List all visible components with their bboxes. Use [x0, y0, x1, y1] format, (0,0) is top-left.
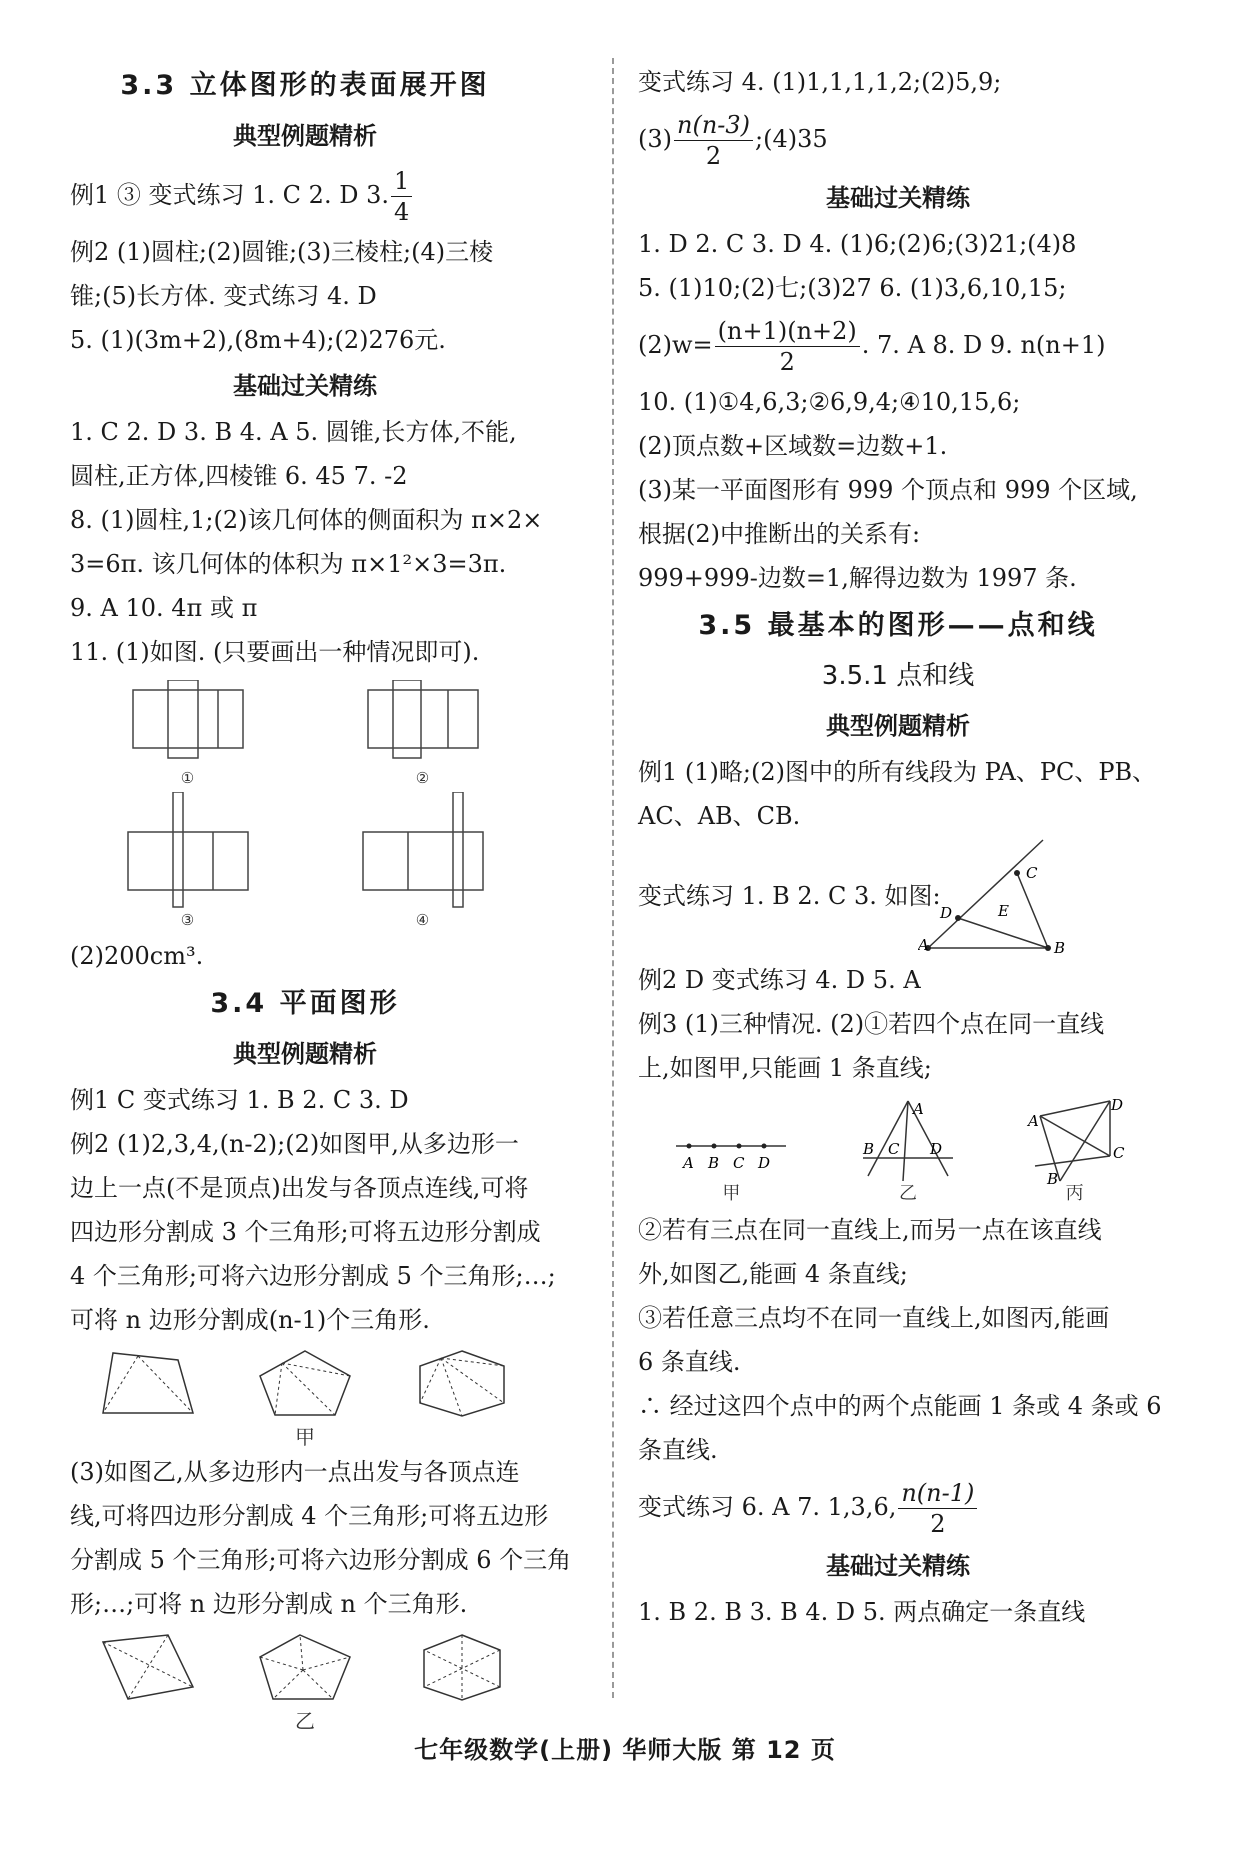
practice-3-row	[638, 838, 1158, 958]
quadrilateral-split-icon	[98, 1348, 198, 1418]
general-position-figure	[1025, 1096, 1125, 1202]
svg-text:C: C	[733, 1154, 745, 1172]
points-lines-figure	[918, 838, 1068, 958]
answer-line: 11. (1)如图. (只要画出一种情况即可).	[70, 638, 480, 666]
cylinder-net-4-icon	[358, 792, 488, 912]
hexagon-split-icon	[412, 1348, 512, 1418]
caption-bing: 丙	[1065, 1183, 1084, 1204]
answer-line: (2)200cm³.	[70, 942, 204, 970]
collinear-points-figure	[671, 1116, 791, 1202]
answer-line: 线,可将四边形分割成 4 个三角形;可将五边形	[70, 1502, 549, 1530]
answer-line: 6 条直线.	[638, 1348, 741, 1376]
three-collinear-figure	[858, 1096, 958, 1202]
svg-text:A: A	[1027, 1112, 1039, 1130]
answer-line: 四边形分割成 3 个三角形;可将五边形分割成	[70, 1218, 541, 1246]
svg-text:D: D	[940, 904, 953, 922]
answer-line: 999+999-边数=1,解得边数为 1997 条.	[638, 564, 1077, 592]
section-title-3-5-1: 3.5.1 点和线	[821, 661, 975, 691]
section-title-3-5: 3.5 最基本的图形——点和线	[698, 610, 1098, 641]
fraction: $\frac{(n+1)(n+2)}{2}$	[715, 316, 860, 377]
answer-line: 9. A 10. 4π 或 π	[70, 594, 258, 622]
answer-line: 变式练习 4. (1)1,1,1,1,2;(2)5,9;	[638, 68, 1002, 96]
polygon-figures-yi	[70, 1632, 540, 1702]
net-figure-4: ④	[358, 792, 488, 928]
answer-line: 10. (1)①4,6,3;②6,9,4;④10,15,6;	[638, 388, 1021, 416]
caption-jia: 甲	[295, 1425, 315, 1449]
svg-text:B: B	[1054, 939, 1066, 957]
answer-line: (2)w= $\frac{(n+1)(n+2)}{2}$ . 7. A 8. D 9. n(n+1)	[638, 317, 1106, 376]
answer-line: 可将 n 边形分割成(n-1)个三角形.	[70, 1306, 430, 1334]
pentagon-split-icon	[255, 1348, 355, 1418]
svg-text:D: D	[758, 1154, 771, 1172]
section-title-3-3: 3.3 立体图形的表面展开图	[120, 70, 490, 101]
net-figures-row-1	[70, 680, 540, 786]
cylinder-net-1-icon	[123, 680, 253, 770]
svg-text:B: B	[862, 1140, 875, 1158]
cylinder-net-3-icon	[123, 792, 253, 912]
svg-text:B: B	[1046, 1170, 1058, 1186]
answer-line: 变式练习 1. B 2. C 3. 如图:	[638, 882, 941, 910]
heading-typical: 典型例题精析	[826, 712, 970, 740]
cylinder-net-2-icon	[358, 680, 488, 770]
answer-line: 3=6π. 该几何体的体积为 π×1²×3=3π.	[70, 550, 507, 578]
answer-line: 4 个三角形;可将六边形分割成 5 个三角形;…;	[70, 1262, 556, 1290]
svg-text:A: A	[912, 1100, 924, 1118]
three-collinear-icon	[858, 1096, 958, 1186]
answer-line: 根据(2)中推断出的关系有:	[638, 520, 921, 548]
answer-line: 5. (1)10;(2)七;(3)27 6. (1)3,6,10,15;	[638, 274, 1067, 302]
answer-line: 上,如图甲,只能画 1 条直线;	[638, 1054, 932, 1082]
right-column	[638, 60, 1162, 1634]
answer-line: 边上一点(不是顶点)出发与各顶点连线,可将	[70, 1174, 529, 1202]
svg-text:D: D	[929, 1140, 943, 1158]
answer-line: 圆柱,正方体,四棱锥 6. 45 7. -2	[70, 462, 408, 490]
left-column	[70, 60, 572, 1734]
answer-line: 例1 (1)略;(2)图中的所有线段为 PA、PC、PB、	[638, 758, 1157, 786]
answer-line: 形;…;可将 n 边形分割成 n 个三角形.	[70, 1590, 468, 1618]
answer-line: 外,如图乙,能画 4 条直线;	[638, 1260, 908, 1288]
page-footer: 七年级数学(上册) 华师大版 第 12 页	[414, 1736, 836, 1764]
answer-line: (3)如图乙,从多边形内一点出发与各顶点连	[70, 1458, 520, 1486]
answer-line: AC、AB、CB.	[638, 802, 801, 830]
answer-line: ②若有三点在同一直线上,而另一点在该直线	[638, 1216, 1102, 1244]
answer-line: ③若任意三点均不在同一直线上,如图丙,能画	[638, 1304, 1110, 1332]
svg-text:C: C	[887, 1140, 900, 1158]
answer-line: 变式练习 6. A 7. 1,3,6, $\frac{n(n-1)}{2}$	[638, 1472, 1158, 1542]
polygon-figures-jia	[70, 1348, 540, 1418]
fraction: $\frac{n(n-1)}{2}$	[898, 1478, 977, 1539]
svg-text:A: A	[683, 1154, 695, 1172]
net-figure-3: ③	[123, 792, 253, 928]
answer-line: (3) $\frac{n(n-3)}{2}$ ;(4)35	[638, 111, 828, 170]
collinear-points-icon	[671, 1116, 791, 1186]
answer-line: 1. C 2. D 3. B 4. A 5. 圆锥,长方体,不能,	[70, 418, 517, 446]
quadrilateral-center-split-icon	[98, 1632, 198, 1702]
net-figure-2: ②	[358, 680, 488, 786]
answer-line: ∴ 经过这四个点中的两个点能画 1 条或 4 条或 6	[638, 1392, 1162, 1420]
answer-line: 1. B 2. B 3. B 4. D 5. 两点确定一条直线	[638, 1598, 1086, 1626]
column-divider	[612, 58, 614, 1698]
answer-line: 5. (1)(3m+2),(8m+4);(2)276元.	[70, 326, 446, 354]
heading-basic: 基础过关精练	[233, 372, 377, 400]
svg-text:E: E	[998, 902, 1009, 920]
fraction: $\frac{n(n-3)}{2}$	[674, 110, 753, 171]
net-figures-row-2	[70, 792, 540, 928]
svg-text:C: C	[1026, 864, 1038, 882]
svg-text:A: A	[918, 936, 929, 954]
answer-line: 分割成 5 个三角形;可将六边形分割成 6 个三角	[70, 1546, 572, 1574]
four-points-figures	[638, 1096, 1158, 1202]
answer-line: 例3 (1)三种情况. (2)①若四个点在同一直线	[638, 1010, 1105, 1038]
answer-line: (3)某一平面图形有 999 个顶点和 999 个区域,	[638, 476, 1138, 504]
general-position-icon	[1025, 1096, 1125, 1186]
heading-basic: 基础过关精练	[826, 184, 970, 212]
caption-yi: 乙	[898, 1183, 917, 1204]
answer-line: (2)顶点数+区域数=边数+1.	[638, 432, 948, 460]
pentagon-center-split-icon	[255, 1632, 355, 1702]
answer-line: 例1 ③ 变式练习 1. C 2. D 3. $\frac{1}{4}$	[70, 160, 540, 230]
answer-line: 例2 (1)圆柱;(2)圆锥;(3)三棱柱;(4)三棱	[70, 238, 494, 266]
hexagon-center-split-icon	[412, 1632, 512, 1702]
answer-line: 锥;(5)长方体. 变式练习 4. D	[70, 282, 377, 310]
fraction: $\frac{1}{4}$	[391, 166, 412, 227]
answer-line: 例2 D 变式练习 4. D 5. A	[638, 966, 921, 994]
caption-yi: 乙	[295, 1709, 315, 1733]
heading-basic-2: 基础过关精练	[826, 1552, 970, 1580]
heading-typical: 典型例题精析	[233, 122, 377, 150]
svg-text:B: B	[708, 1154, 720, 1172]
answer-line: 例1 C 变式练习 1. B 2. C 3. D	[70, 1086, 409, 1114]
section-title-3-4: 3.4 平面图形	[210, 988, 400, 1019]
net-figure-1: ①	[123, 680, 253, 786]
answer-line: 8. (1)圆柱,1;(2)该几何体的侧面积为 π×2×	[70, 506, 543, 534]
answer-line: 1. D 2. C 3. D 4. (1)6;(2)6;(3)21;(4)8	[638, 230, 1077, 258]
svg-text:D: D	[1110, 1096, 1123, 1114]
answer-line: 例2 (1)2,3,4,(n-2);(2)如图甲,从多边形一	[70, 1130, 519, 1158]
caption-jia: 甲	[722, 1183, 741, 1204]
heading-typical-2: 典型例题精析	[233, 1040, 377, 1068]
svg-text:C: C	[1112, 1144, 1125, 1162]
answer-line: 条直线.	[638, 1436, 718, 1464]
